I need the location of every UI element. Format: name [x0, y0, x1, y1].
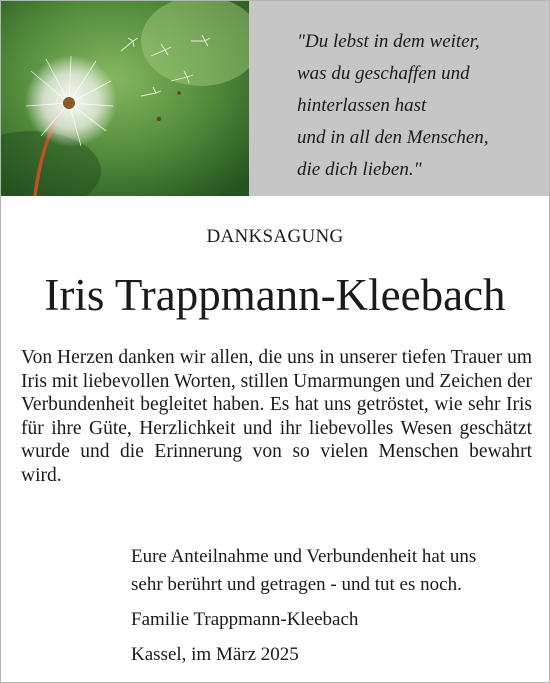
place-date: Kassel, im März 2025 [131, 644, 299, 665]
quote-line: und in all den Menschen, [297, 127, 489, 148]
closing-line: sehr berührt und getragen - und tut es noch. [131, 574, 462, 595]
thanks-text: Von Herzen danken wir allen, die uns in unserer tiefen Trauer um Iris mit liebevollen Worten, stillen Umarmungen und Zeichen der Verbundenheit begleitet haben. Es hat uns getröstet, wie sehr Iris für ihre Güte, Herzlichkeit und ihr liebevolles Wesen geschätzt wurde und die Erinnerung von so vielen Menschen bewahrt wird. [21, 347, 532, 486]
header-band [1, 1, 549, 196]
quote-line: die dich lieben." [297, 159, 422, 180]
family-signature: Familie Trappmann-Kleebach [131, 609, 359, 630]
quote-line: hinterlassen hast [297, 95, 427, 116]
dandelion-icon [1, 1, 249, 196]
quote-box [249, 1, 549, 196]
closing-line: Eure Anteilnahme und Verbundenheit hat uns [131, 546, 477, 567]
deceased-name: Iris Trappmann-Kleebach [44, 270, 506, 320]
dandelion-image [1, 1, 249, 196]
heading-danksagung: DANKSAGUNG [206, 226, 344, 247]
quote-line: was du geschaffen und [297, 63, 470, 84]
quote-line: "Du lebst in dem weiter, [297, 31, 480, 52]
